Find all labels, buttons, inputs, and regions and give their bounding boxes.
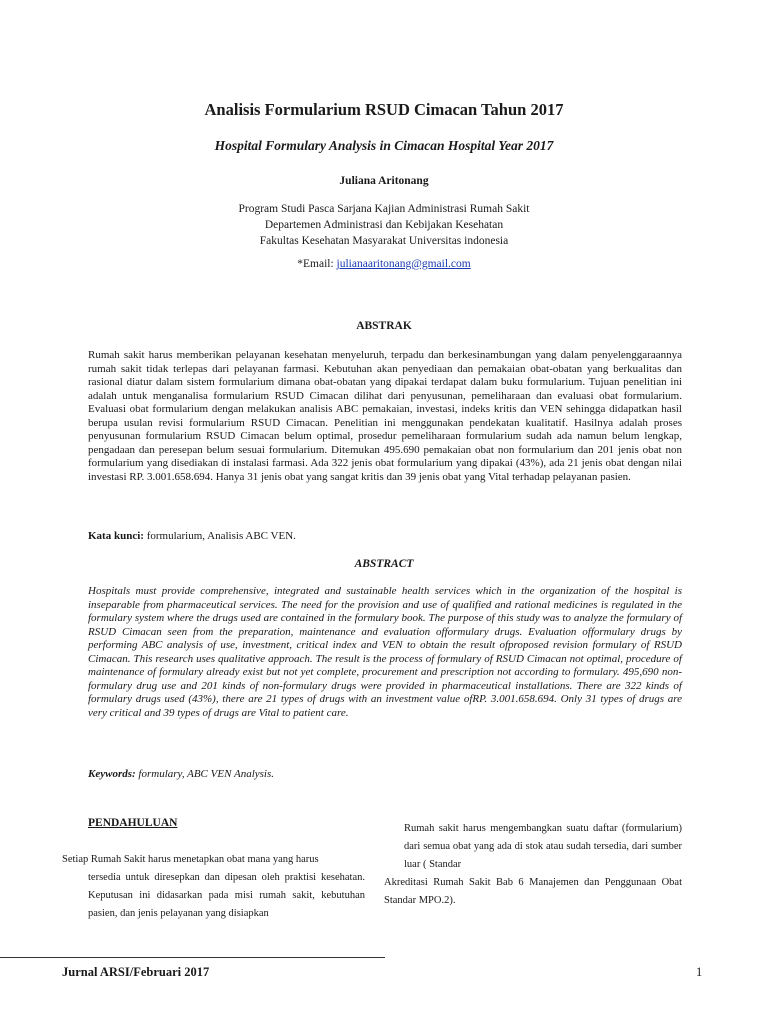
paper-subtitle: Hospital Formulary Analysis in Cimacan Hospital Year 2017: [214, 138, 554, 153]
left-paragraph: tersedia untuk diresepkan dan dipesan oleh praktisi kesehatan. Keputusan ini didasarkan pada misi rumah sakit, kebutuhan pasien, dan jenis pelayanan yang disiapkan: [88, 872, 365, 919]
kata-kunci-label: Kata kunci:: [88, 530, 144, 542]
abstrak-heading: ABSTRAK: [356, 320, 412, 332]
journal-footer: Jurnal ARSI/Februari 2017: [62, 965, 210, 979]
email-label: *Email:: [297, 258, 337, 270]
author-name: Juliana Aritonang: [339, 175, 429, 187]
abstract-heading: ABSTRACT: [354, 558, 414, 570]
left-column: [62, 851, 365, 923]
affiliation-block: [0, 201, 768, 249]
keywords-text: formulary, ABC VEN Analysis.: [135, 768, 274, 780]
abstract-body: Hospitals must provide comprehensive, integrated and sustainable health services which in the organization of the hospital is inseparable from pharmaceutical services. The need for the provision and use of qualified and rational medicines is regulated in the formulary system where the drugs used are contained in the formulary book. The purpose of this study was to analyze the formulary of RSUD Cimacan seen from the preparation, maintenance and evaluation offormulary drugs. Evaluation offormulary drugs by performing ABC analysis of use, investment, critical index and VEN to obtain the result ofproposed revision formulary of RSUD Cimacan. This research uses qualitative approach. The result is the process of formulary of RSUD Cimacan not optimal, procedure of maintenance of formulary already exist but not yet complete, procurement and prescription not according to formulary. 495,690 non-formulary drug use and 201 kinds of non-formulary drugs were provided in pharmaceutical installations. There are 322 kinds of formulary drugs used (43%), there are 21 types of drugs with an investment value ofRP. 3.001.658.694. Only 31 types of drugs are very critical and 39 types of drugs are Vital to patient care.: [88, 585, 682, 719]
affiliation-line: Program Studi Pasca Sarjana Kajian Administrasi Rumah Sakit: [238, 203, 530, 215]
right-column: [384, 820, 682, 910]
affiliation-line: Departemen Administrasi dan Kebijakan Kesehatan: [264, 219, 504, 231]
affiliation-line: Fakultas Kesehatan Masyarakat Universitas indonesia: [259, 235, 509, 247]
page-number: 1: [696, 965, 703, 979]
abstrak-body: Rumah sakit harus memberikan pelayanan kesehatan menyeluruh, terpadu dan berkesinambungan yang dalam penyelenggaraannya rumah sakit tidak terlepas dari pelayanan farmasi. Kebutuhan akan penyediaan dan pemakaian obat-obatan yang berkualitas dan rasional diatur dalam sistem formularium dimana obat-obatan yang dipakai terdapat dalam buku formularium. Tujuan penelitian ini adalah untuk menganalisa formularium RSUD Cimacan dilihat dari penyusunan, pemeliharaan dan evaluasi obat formularium. Evaluasi obat formularium dengan melakukan analisis ABC pemakaian, investasi, indeks kritis dan VEN sehingga didapatkan hasil berupa usulan revisi formularium RSUD Cimacan. Penelitian ini menggunakan pendekatan kualitatif. Hasilnya adalah proses penyusunan formularium RSUD Cimacan belum optimal, prosedur pemeliharaan formularium sudah ada namun belum lengkap, pengadaan dan peresepan belum sesuai formularium. Ditemukan 495.690 pemakaian obat non formularium dan 201 jenis obat non formularium yang disediakan di instalasi farmasi. Ada 322 jenis obat formularium yang dipakai (43%), ada 21 jenis obat dengan nilai investasi RP. 3.001.658.694. Hanya 31 jenis obat yang sangat kritis dan 39 jenis obat yang Vital terhadap pelayanan pasien.: [88, 349, 682, 483]
paper-title: Analisis Formularium RSUD Cimacan Tahun 2017: [204, 100, 564, 119]
email-link[interactable]: julianaaritonang@gmail.com: [336, 258, 471, 270]
footer-divider: [0, 957, 385, 958]
email-line: [0, 258, 768, 270]
left-first-line: Setiap Rumah Sakit harus menetapkan obat mana yang harus: [62, 854, 319, 865]
keywords: [88, 768, 274, 780]
right-paragraph: Rumah sakit harus mengembangkan suatu daftar (formularium) dari semua obat yang ada di stok atau sudah tersedia, dari sumber luar ( Standar: [404, 823, 682, 870]
kata-kunci-text: formularium, Analisis ABC VEN.: [143, 530, 296, 542]
keywords-label: Keywords:: [88, 768, 136, 780]
right-paragraph-2: Akreditasi Rumah Sakit Bab 6 Manajemen dan Penggunaan Obat Standar MPO.2).: [384, 877, 682, 906]
kata-kunci: [88, 530, 296, 542]
pendahuluan-heading: PENDAHULUAN: [88, 817, 178, 829]
